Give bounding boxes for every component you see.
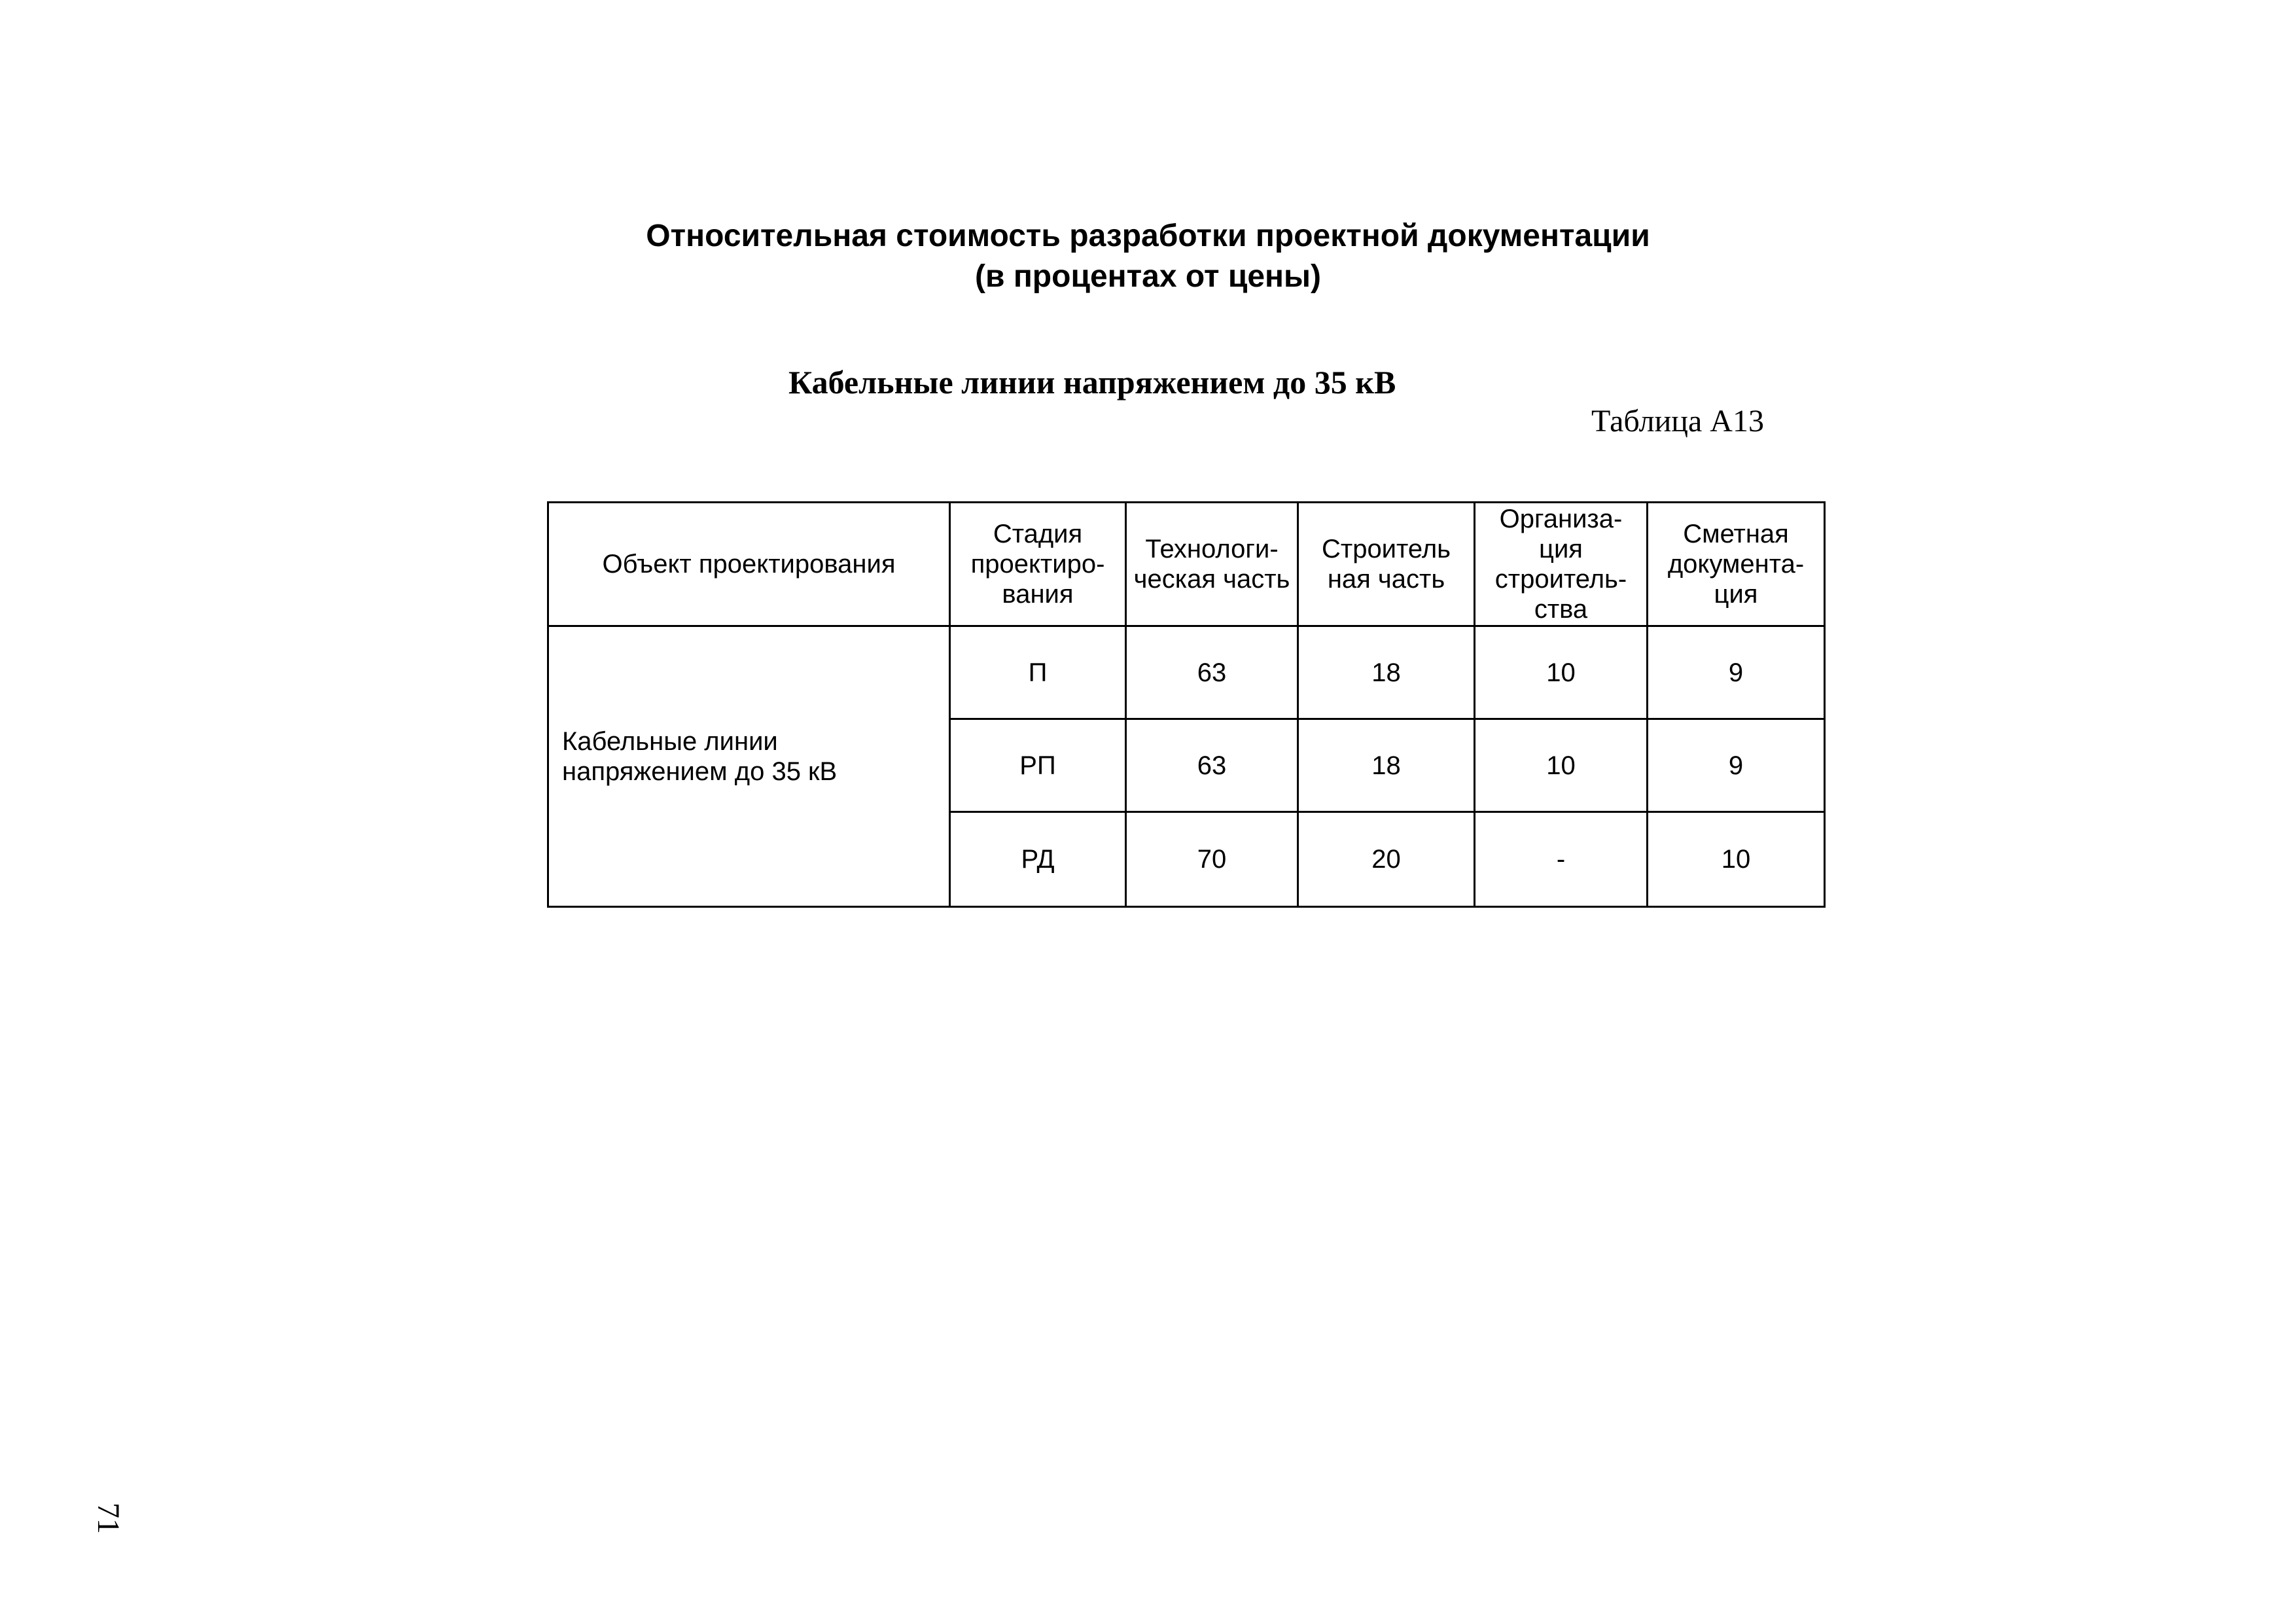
estimate-cell: 9 <box>1648 719 1825 812</box>
tech-cell: 63 <box>1126 626 1298 719</box>
header-construction-part: Строитель ная часть <box>1298 503 1475 626</box>
estimate-cell: 9 <box>1648 626 1825 719</box>
estimate-cell: 10 <box>1648 812 1825 907</box>
tech-cell: 63 <box>1126 719 1298 812</box>
tech-cell: 70 <box>1126 812 1298 907</box>
organization-cell: - <box>1475 812 1648 907</box>
table-label: Таблица А13 <box>1591 404 1764 438</box>
cost-table <box>547 501 1826 908</box>
document-title-line-2: (в процентах от цены) <box>974 259 1322 294</box>
document-title-line-1: Относительная стоимость разработки проектной документации <box>646 219 1650 253</box>
organization-cell: 10 <box>1475 719 1648 812</box>
table-subtitle: Кабельные линии напряжением до 35 кВ <box>788 364 1396 401</box>
header-tech-part: Технологи-ческая часть <box>1126 503 1298 626</box>
stage-cell: РД <box>950 812 1126 907</box>
header-construction-organization: Организа-ция строитель-ства <box>1475 503 1648 626</box>
table-header-row <box>548 503 1825 626</box>
construction-cell: 18 <box>1298 626 1475 719</box>
organization-cell: 10 <box>1475 626 1648 719</box>
object-cell: Кабельные линии напряжением до 35 кВ <box>548 626 950 907</box>
construction-cell: 18 <box>1298 719 1475 812</box>
stage-cell: П <box>950 626 1126 719</box>
header-object: Объект проектирования <box>548 503 950 626</box>
stage-cell: РП <box>950 719 1126 812</box>
construction-cell: 20 <box>1298 812 1475 907</box>
table-row <box>548 626 1825 719</box>
header-estimate-documentation: Сметная документа-ция <box>1648 503 1825 626</box>
header-stage: Стадия проектиро-вания <box>950 503 1126 626</box>
page-number: 71 <box>91 1503 126 1534</box>
